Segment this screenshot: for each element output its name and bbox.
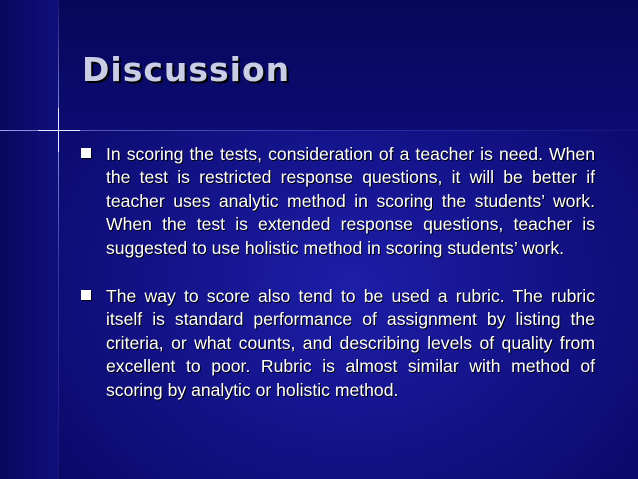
bullet-item [0, 143, 638, 260]
slide-title: Discussion [82, 50, 291, 89]
bullet-list [0, 143, 638, 402]
square-bullet-icon [81, 290, 91, 300]
square-bullet-icon [81, 148, 91, 158]
bullet-text: The way to score also tend to be used a rubric. The rubric itself is standard performance of assignment by listing the criteria, or what counts, and describing levels of quality from excellent to poor. Rubric is almost similar with method of scoring by analytic or holistic method. [106, 286, 595, 400]
bullet-item [0, 285, 638, 402]
crosshair-horizontal [38, 130, 80, 131]
bullet-text: In scoring the tests, consideration of a teacher is need. When the test is restricted response questions, it will be better if teacher uses analytic method in scoring the students’ work. When the test is extended response questions, teacher is suggested to use holistic method in scoring students’ work. [106, 144, 595, 258]
horizontal-rule [0, 130, 638, 131]
